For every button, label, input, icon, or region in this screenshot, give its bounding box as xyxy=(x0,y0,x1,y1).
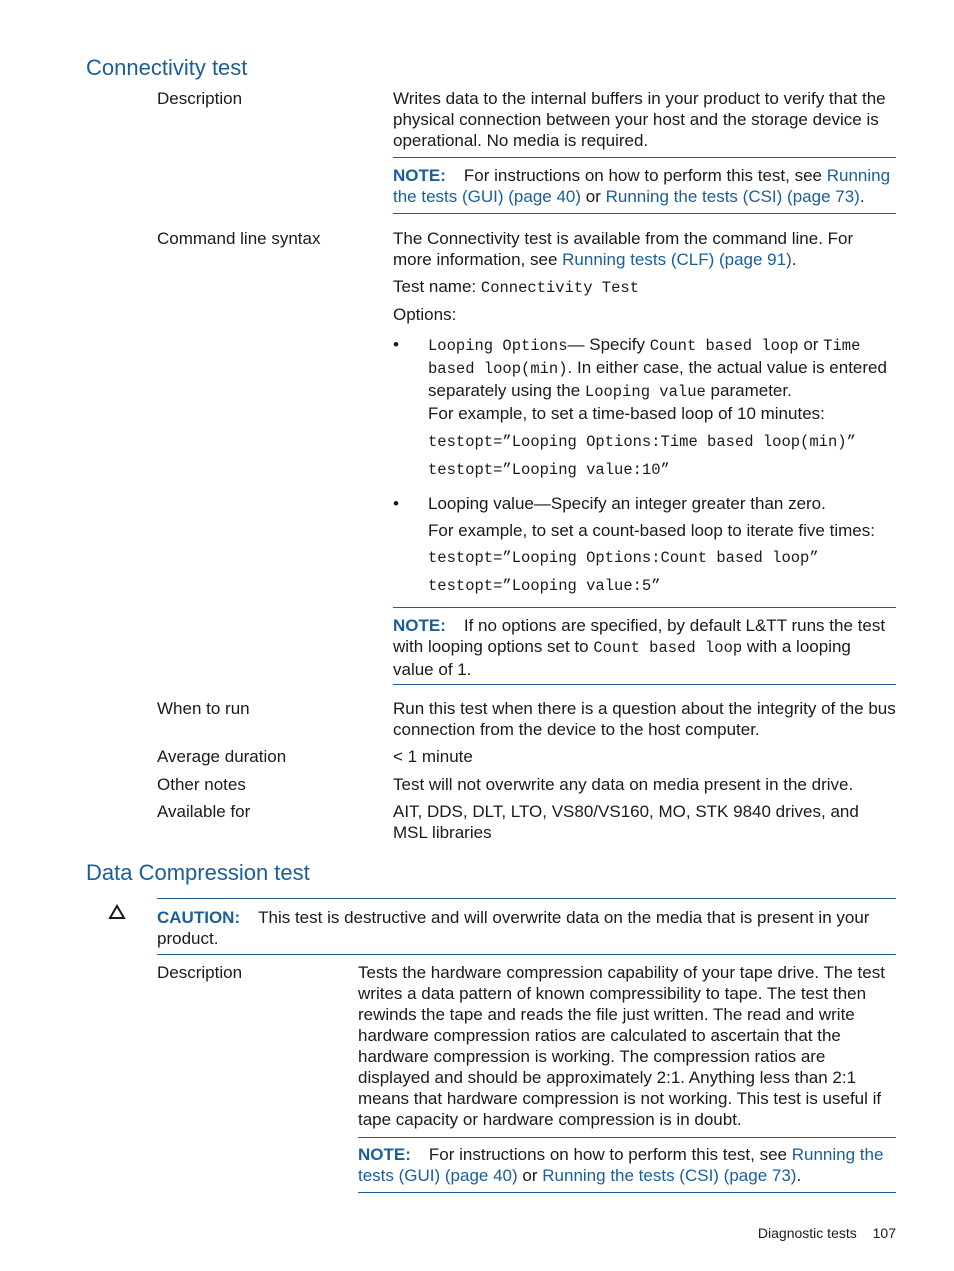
caution-icon xyxy=(108,904,126,925)
cmd-intro xyxy=(393,228,896,270)
note-text-or: or xyxy=(585,187,601,206)
note-bottom-rule xyxy=(393,684,896,685)
note-box xyxy=(393,165,896,207)
row-label-average-duration: Average duration xyxy=(157,747,287,766)
note-text-end: . xyxy=(859,187,865,206)
note-box xyxy=(393,615,896,680)
note-text: For instructions on how to perform this test, see xyxy=(463,166,822,185)
row-label-description: Description xyxy=(157,963,243,982)
row-value-description: Tests the hardware compression capability of your tape drive. The test writes a data pattern of known compressibility to tape. The test then rewinds the tape and reads the file just written. The read and write hardware compression ratios are calculated to ascertain that the hardware compression is working. The compression ratios are displayed and should be approximately 2:1. Anything less than 2:1 means that hardware compression is not working. This test is useful if tape capacity or hardware compression is in doubt. xyxy=(358,963,885,1129)
section-heading-data-compression: Data Compression test xyxy=(86,860,310,885)
bullet-icon: • xyxy=(393,335,399,354)
note-bottom-rule xyxy=(358,1192,896,1193)
bullet2-example: For example, to set a count-based loop to iterate five times: xyxy=(428,521,875,540)
note-top-rule xyxy=(393,157,896,158)
link-running-tests-gui[interactable]: Running the tests (GUI) (page 40) xyxy=(393,166,891,206)
bullet1-text4: parameter. xyxy=(710,381,792,400)
options-label: Options: xyxy=(393,305,457,324)
bullet2-example-code-1: testopt=”Looping Options:Count based loop” xyxy=(428,549,819,567)
row-label-description: Description xyxy=(157,89,243,108)
note-text: If no options are specified, by default L&TT runs the test with looping options set to xyxy=(393,616,886,656)
footer-section-title: Diagnostic tests xyxy=(757,1225,857,1241)
test-name-label: Test name: xyxy=(393,277,477,296)
note-text-or: or xyxy=(522,1166,538,1185)
note-text: For instructions on how to perform this test, see xyxy=(428,1145,787,1164)
bullet-icon: • xyxy=(393,494,399,513)
link-running-tests-csi[interactable]: Running the tests (CSI) (page 73) xyxy=(605,187,860,206)
test-name-line xyxy=(393,276,896,299)
page-number: 107 xyxy=(872,1225,896,1241)
link-running-tests-gui[interactable]: Running the tests (GUI) (page 40) xyxy=(358,1145,884,1185)
page-footer xyxy=(758,1223,896,1244)
test-name-value: Connectivity Test xyxy=(480,279,640,297)
section-heading-connectivity: Connectivity test xyxy=(86,55,248,80)
code-time-based-loop: Time based loop(min) xyxy=(428,337,861,378)
code-count-based-loop: Count based loop xyxy=(593,639,743,657)
note-bottom-rule xyxy=(393,213,896,214)
note-text: with a looping value of 1. xyxy=(393,637,851,679)
cmd-intro-end: . xyxy=(791,250,797,269)
caution-top-rule xyxy=(157,898,896,899)
note-label: NOTE: xyxy=(393,166,446,185)
row-value-description: Writes data to the internal buffers in your product to verify that the physical connection between your host and the storage device is operational. No media is required. xyxy=(393,89,886,150)
bullet-looping-options xyxy=(428,334,898,403)
bullet-looping-value: Looping value—Specify an integer greater than zero. xyxy=(428,494,826,513)
row-label-command-line-syntax: Command line syntax xyxy=(157,229,321,248)
bullet1-text3: . In either case, the actual value is entered separately using the xyxy=(428,358,887,400)
bullet1-text1: — Specify xyxy=(567,335,646,354)
bullet2-example-code-2: testopt=”Looping value:5” xyxy=(428,577,661,595)
note-label: NOTE: xyxy=(358,1145,411,1164)
code-looping-value: Looping value xyxy=(584,383,706,401)
bullet1-example: For example, to set a time-based loop of 10 minutes: xyxy=(428,404,825,423)
note-top-rule xyxy=(358,1137,896,1138)
row-label-when-to-run: When to run xyxy=(157,699,250,718)
note-label: NOTE: xyxy=(393,616,446,635)
row-value-other-notes: Test will not overwrite any data on media present in the drive. xyxy=(393,775,854,794)
row-value-average-duration: < 1 minute xyxy=(393,747,473,766)
row-value-when-to-run: Run this test when there is a question about the integrity of the bus connection from the device to the host computer. xyxy=(393,699,896,739)
link-running-tests-clf[interactable]: Running tests (CLF) (page 91) xyxy=(562,250,792,269)
bullet1-text2: or xyxy=(803,335,819,354)
link-running-tests-csi[interactable]: Running the tests (CSI) (page 73) xyxy=(542,1166,797,1185)
bullet1-example-code-1: testopt=”Looping Options:Time based loop(min)” xyxy=(428,433,856,451)
note-text-end: . xyxy=(796,1166,802,1185)
cmd-intro-text: The Connectivity test is available from the command line. For more information, see xyxy=(393,229,854,269)
code-looping-options: Looping Options xyxy=(428,337,568,355)
row-label-available-for: Available for xyxy=(157,802,251,821)
bullet1-example-code-2: testopt=”Looping value:10” xyxy=(428,461,670,479)
caution-box xyxy=(157,907,896,949)
row-label-other-notes: Other notes xyxy=(157,775,246,794)
note-box xyxy=(358,1144,896,1186)
caution-text: This test is destructive and will overwrite data on the media that is present in your product. xyxy=(157,908,870,948)
code-count-based-loop: Count based loop xyxy=(649,337,799,355)
caution-bottom-rule xyxy=(157,954,896,955)
caution-label: CAUTION: xyxy=(157,908,241,927)
note-top-rule xyxy=(393,607,896,608)
row-value-available-for: AIT, DDS, DLT, LTO, VS80/VS160, MO, STK 9840 drives, and MSL libraries xyxy=(393,802,859,842)
